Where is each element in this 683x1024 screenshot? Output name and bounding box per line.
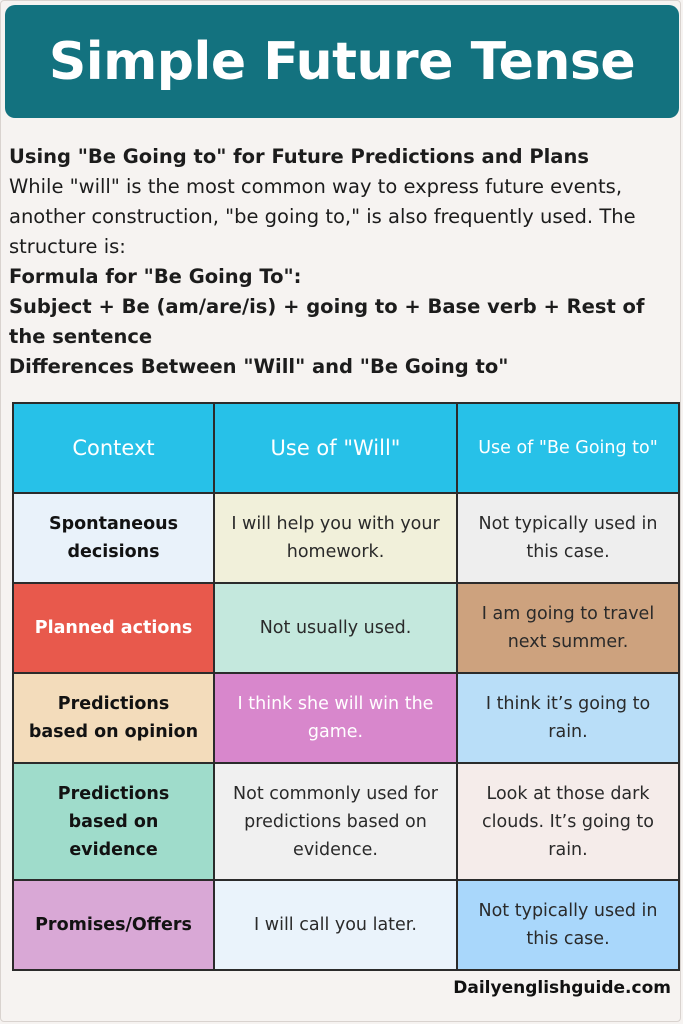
intro-paragraph: While "will" is the most common way to express future events, another construction, "be going to," is also frequently used. The structure is: <box>9 175 636 258</box>
formula-text: Subject + Be (am/are/is) + going to + Base verb + Rest of the sentence <box>9 295 645 348</box>
going-to-cell: Look at those dark clouds. It’s going to rain. <box>458 764 678 879</box>
will-cell: I will call you later. <box>215 881 456 969</box>
going-to-cell: I think it’s going to rain. <box>458 674 678 762</box>
context-cell: Spontaneous decisions <box>14 494 213 582</box>
will-cell: I think she will win the game. <box>215 674 456 762</box>
title-banner <box>5 5 679 118</box>
header-will: Use of "Will" <box>215 404 456 492</box>
intro-section <box>9 142 677 382</box>
header-context: Context <box>14 404 213 492</box>
will-cell: Not commonly used for predictions based on evidence. <box>215 764 456 879</box>
going-to-cell: I am going to travel next summer. <box>458 584 678 672</box>
going-to-cell: Not typically used in this case. <box>458 881 678 969</box>
context-cell: Planned actions <box>14 584 213 672</box>
formula-label: Formula for "Be Going To": <box>9 265 302 288</box>
site-credit: Dailyenglishguide.com <box>453 978 671 998</box>
header-going-to: Use of "Be Going to" <box>458 404 678 492</box>
intro-heading: Using "Be Going to" for Future Predictions and Plans <box>9 145 589 168</box>
context-cell: Predictions based on evidence <box>14 764 213 879</box>
context-cell: Predictions based on opinion <box>14 674 213 762</box>
context-cell: Promises/Offers <box>14 881 213 969</box>
will-cell: Not usually used. <box>215 584 456 672</box>
page-title: Simple Future Tense <box>48 31 636 92</box>
going-to-cell: Not typically used in this case. <box>458 494 678 582</box>
differences-heading: Differences Between "Will" and "Be Going to" <box>9 355 509 378</box>
will-cell: I will help you with your homework. <box>215 494 456 582</box>
comparison-table <box>12 402 680 971</box>
